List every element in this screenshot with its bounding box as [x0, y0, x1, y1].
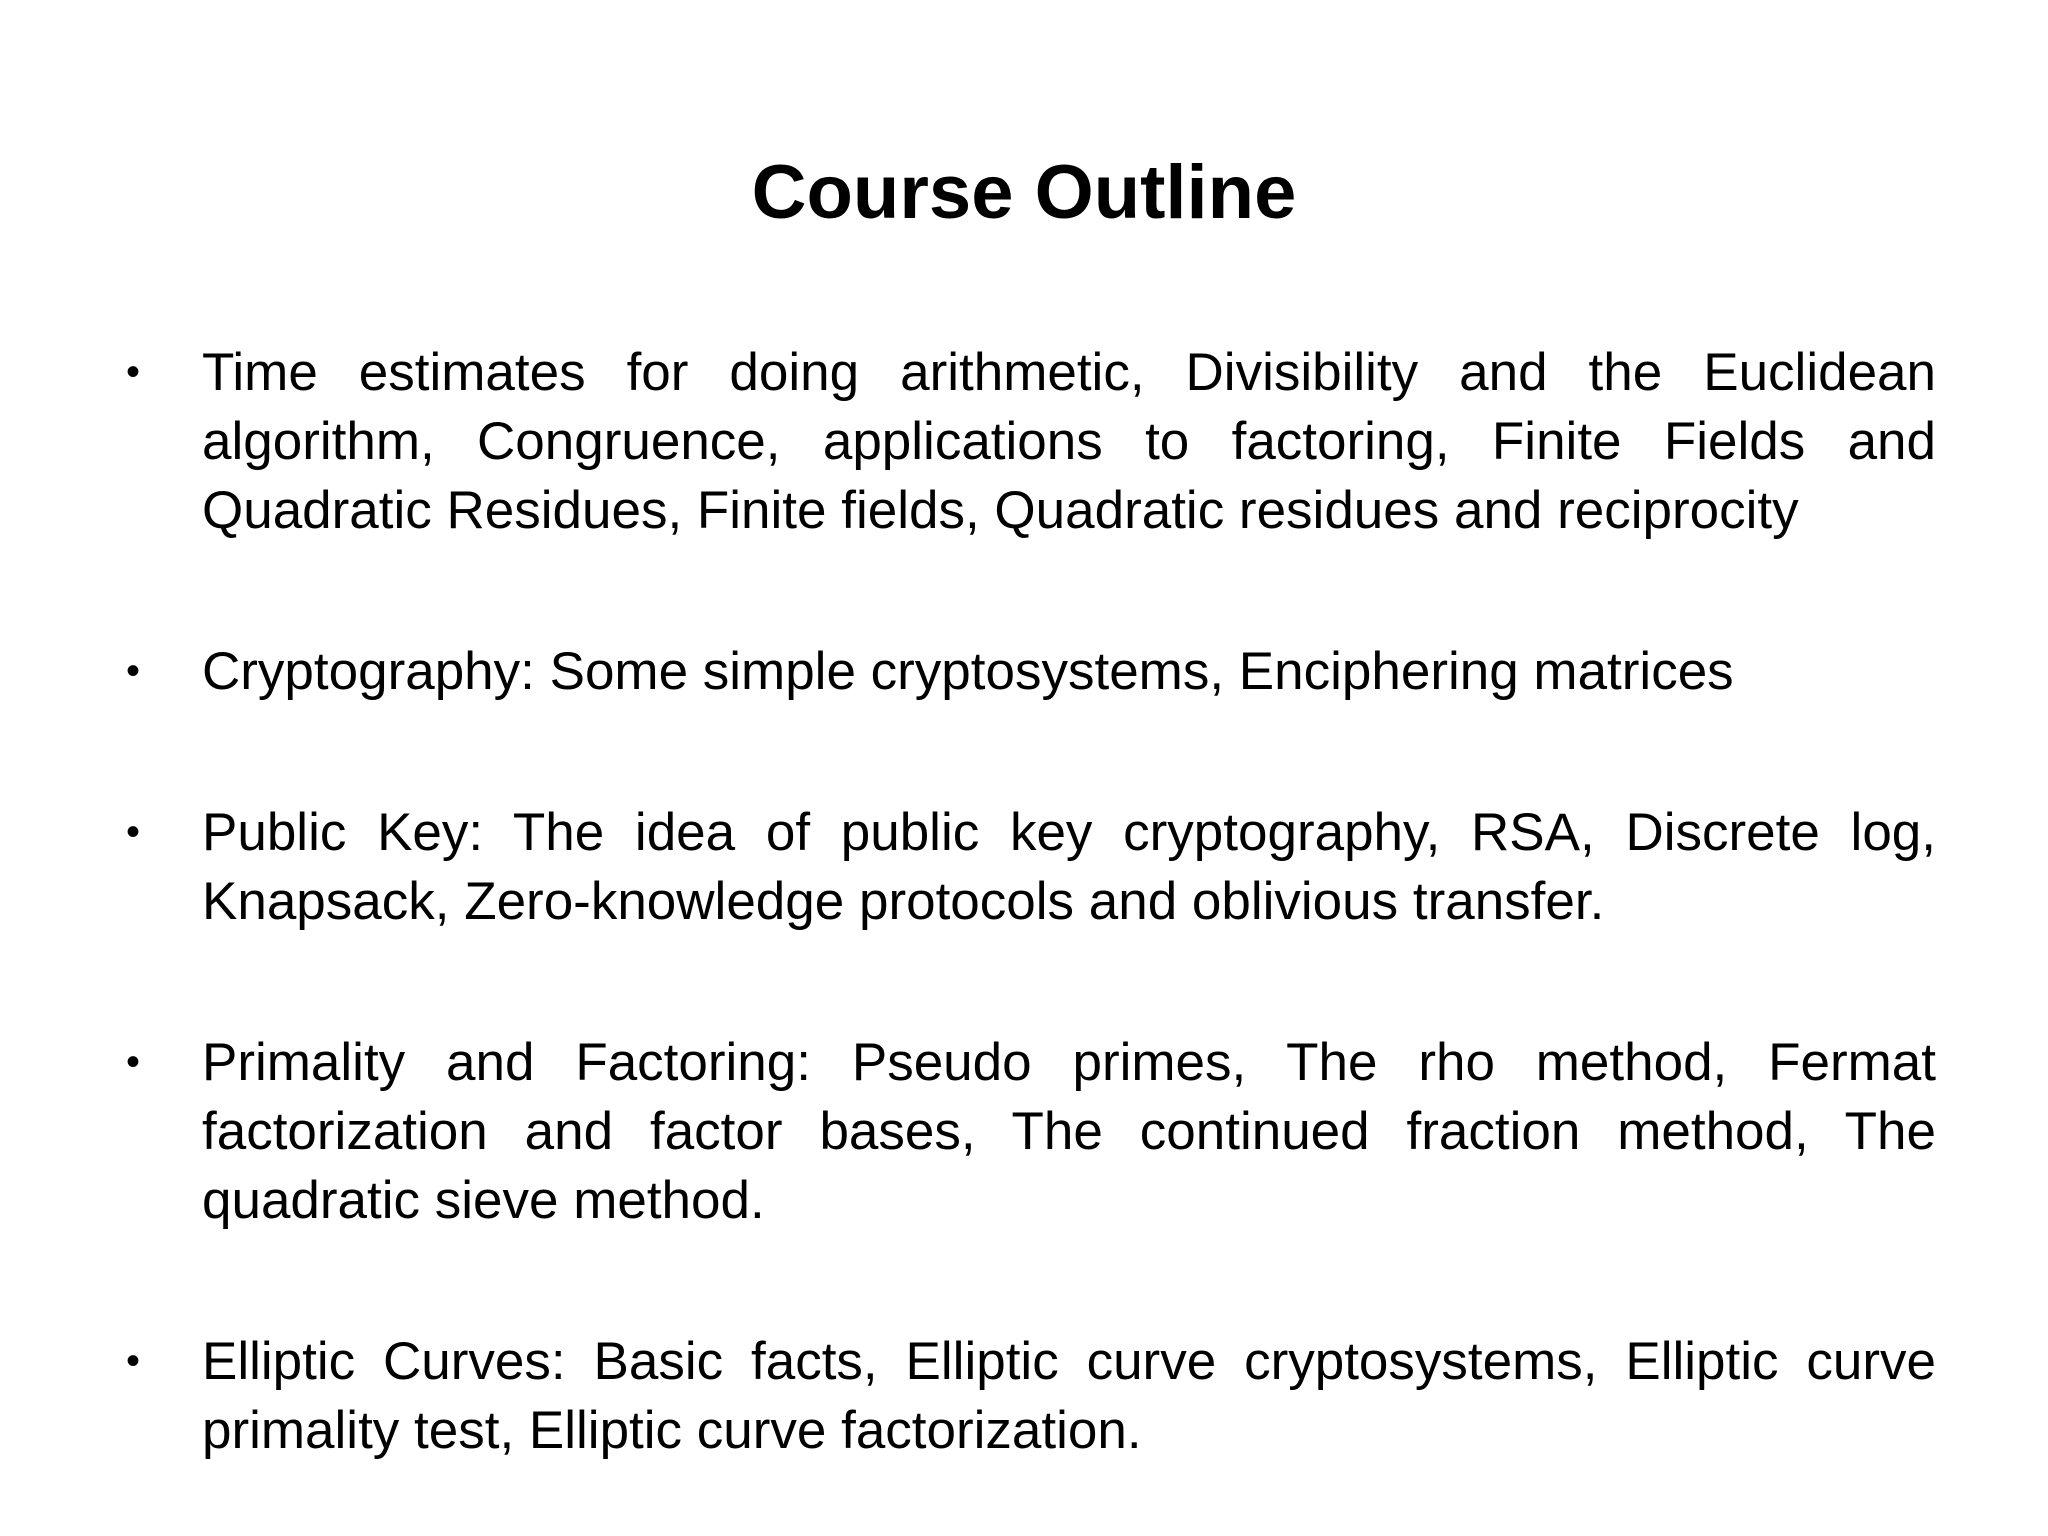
bullet-text: Public Key: The idea of public key cryptography, RSA, Discrete log, Knapsack, Zero-knowledge protocols and oblivious transfer. — [202, 803, 1936, 931]
bullet-text: Time estimates for doing arithmetic, Divisibility and the Euclidean algorithm, Congruence, applications to factoring, Finite Fields and Quadratic Residues, Finite fields, Quadratic residues and reciprocity — [202, 343, 1936, 540]
bullet-item — [120, 637, 1936, 706]
bullet-marker: • — [126, 649, 141, 693]
bullet-item — [120, 1028, 1936, 1235]
bullet-marker: • — [126, 1040, 141, 1084]
bullet-marker: • — [126, 1339, 141, 1383]
bullet-text: Cryptography: Some simple cryptosystems, Enciphering matrices — [202, 642, 1734, 701]
bullet-marker: • — [126, 810, 141, 854]
bullet-item — [120, 338, 1936, 545]
bullet-item — [120, 798, 1936, 936]
bullet-marker: • — [126, 350, 141, 394]
slide-title: Course Outline — [751, 150, 1297, 235]
bullet-item — [120, 1327, 1936, 1465]
bullet-text: Elliptic Curves: Basic facts, Elliptic curve cryptosystems, Elliptic curve primality test, Elliptic curve factorization. — [202, 1332, 1936, 1460]
bullet-list — [120, 338, 1936, 1536]
bullet-text: Primality and Factoring: Pseudo primes, The rho method, Fermat factorization and factor bases, The continued fraction method, The quadratic sieve method. — [202, 1033, 1936, 1230]
